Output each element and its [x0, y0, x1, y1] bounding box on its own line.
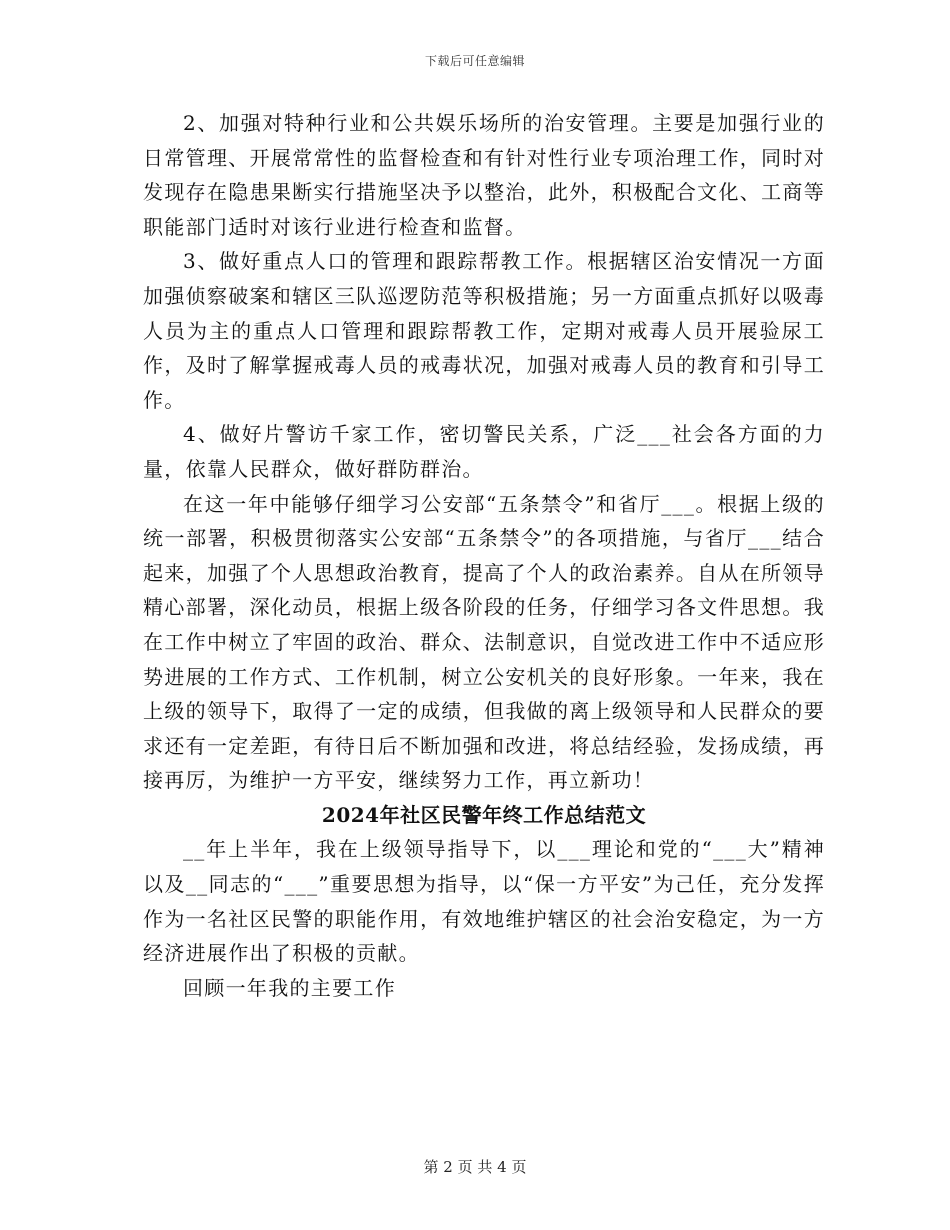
paragraph-intro: __年上半年，我在上级领导指导下，以___理论和党的“___大”精神以及__同志的“___”重要思想为指导，以“保一方平安”为己任，充分发挥作为一名社区民警的职能作用，有效地维护辖区的社会治安稳定，为一方经济进展作出了积极的贡献。: [143, 837, 825, 966]
page-header-note: 下载后可任意编辑: [424, 54, 525, 68]
paragraph-review-heading: 回顾一年我的主要工作: [183, 975, 396, 1000]
paragraph-item-2: 2、加强对特种行业和公共娱乐场所的治安管理。主要是加强行业的日常管理、开展常常性的监督检查和有针对性行业专项治理工作，同时对发现存在隐患果断实行措施坚决予以整治，此外，积极配合文化、工商等职能部门适时对该行业进行检查和监督。: [143, 111, 825, 239]
paragraph-item-3: 3、做好重点人口的管理和跟踪帮教工作。根据辖区治安情况一方面加强侦察破案和辖区三队巡逻防范等积极措施；另一方面重点抓好以吸毒人员为主的重点人口管理和跟踪帮教工作，定期对戒毒人员开展验尿工作，及时了解掌握戒毒人员的戒毒状况，加强对戒毒人员的教育和引导工作。: [143, 249, 825, 412]
paragraph-study-summary: 在这一年中能够仔细学习公安部“五条禁令”和省厅___。根据上级的统一部署，积极贯彻落实公安部“五条禁令”的各项措施，与省厅___结合起来，加强了个人思想政治教育，提高了个人的政治素养。自从在所领导精心部署，深化动员，根据上级各阶段的任务，仔细学习各文件思想。我在工作中树立了牢固的政治、群众、法制意识，自觉改进工作中不适应形势进展的工作方式、工作机制，树立公安机关的良好形象。一年来，我在上级的领导下，取得了一定的成绩，但我做的离上级领导和人民群众的要求还有一定差距，有待日后不断加强和改进，将总结经验，发扬成绩，再接再厉，为维护一方平安，继续努力工作，再立新功！: [143, 491, 825, 793]
section-title: 2024年社区民警年终工作总结范文: [321, 802, 647, 827]
document-body: [143, 106, 825, 1005]
paragraph-item-4: 4、做好片警访千家工作，密切警民关系，广泛___社会各方面的力量，依靠人民群众，做好群防群治。: [143, 422, 825, 481]
page-number: 第 2 页 共 4 页: [423, 1158, 527, 1176]
